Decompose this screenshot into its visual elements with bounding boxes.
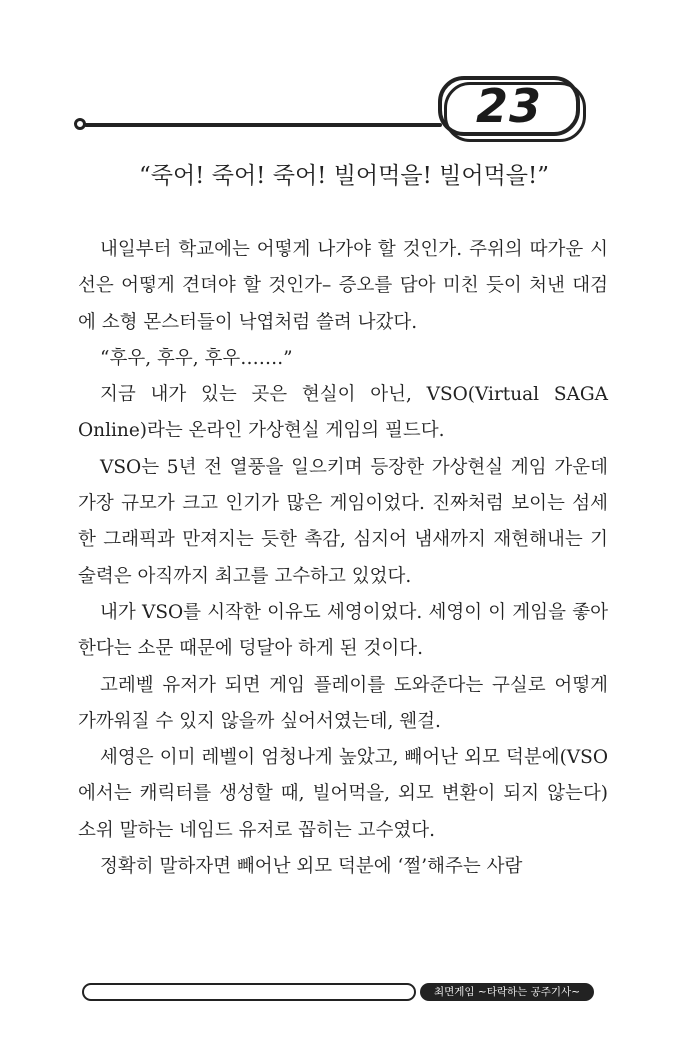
paragraph: 내가 VSO를 시작한 이유도 세영이었다. 세영이 이 게임을 좋아한다는 소문 때문에 덩달아 하게 된 것이다. — [78, 601, 608, 660]
paragraph: 고레벨 유저가 되면 게임 플레이를 도와준다는 구실로 어떻게 가까워질 수 있지 않을까 싶어서였는데, 웬걸. — [78, 674, 608, 732]
body-text — [78, 232, 608, 885]
paragraph: 정확히 말하자면 빼어난 외모 덕분에 ‘쩔’해주는 사람 — [100, 856, 523, 878]
footer-book-title: 최면게임 ~타락하는 공주기사~ — [420, 983, 594, 1001]
footer-rule — [82, 983, 416, 1001]
chapter-number: 23 — [438, 76, 580, 136]
paragraph: 세영은 이미 레벨이 엄청나게 높았고, 빼어난 외모 덕분에(VSO에서는 캐릭터를 생성할 때, 빌어먹을, 외모 변환이 되지 않는다) 소위 말하는 네임드 유저로 꼽히는 고수였다. — [78, 747, 608, 841]
paragraph: “후우, 후우, 후우…….” — [100, 347, 293, 369]
chapter-opening-quote: “죽어! 죽어! 죽어! 빌어먹을! 빌어먹을!” — [138, 163, 550, 189]
paragraph: 내일부터 학교에는 어떻게 나가야 할 것인가. 주위의 따가운 시선은 어떻게 견뎌야 할 것인가– 증오를 담아 미친 듯이 처낸 대검에 소형 몬스터들이 낙엽처럼 쓸려 나갔다. — [78, 239, 608, 333]
paragraph: VSO는 5년 전 열풍을 일으키며 등장한 가상현실 게임 가운데 가장 규모가 크고 인기가 많은 게임이었다. 진짜처럼 보이는 섬세한 그래픽과 만져지는 듯한 촉감, 심지어 냄새까지 재현해내는 기술력은 아직까지 최고를 고수하고 있었다. — [78, 456, 608, 587]
header-rule — [84, 123, 442, 127]
paragraph: 지금 내가 있는 곳은 현실이 아닌, VSO(Virtual SAGA Online)라는 온라인 가상현실 게임의 필드다. — [78, 384, 608, 442]
